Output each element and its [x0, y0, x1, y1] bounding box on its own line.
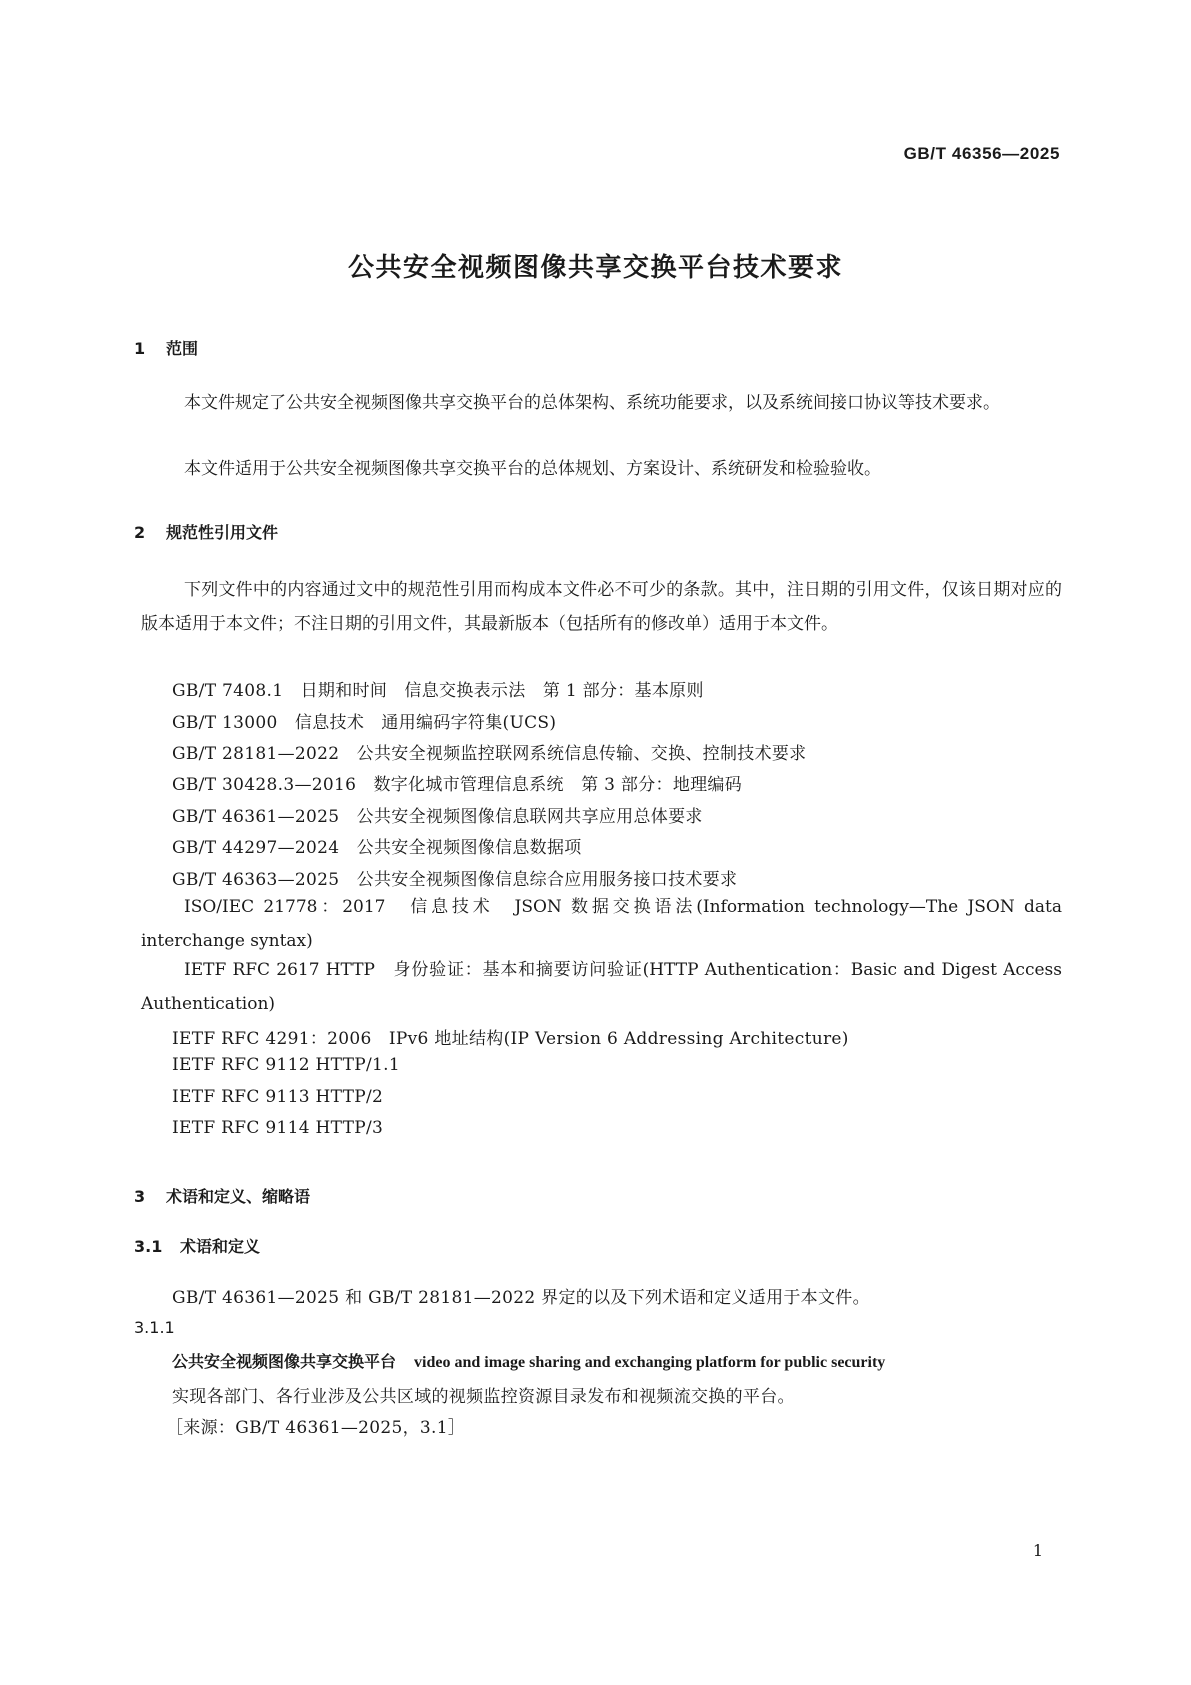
reference-item: IETF RFC 9114 HTTP/3 — [172, 1118, 384, 1138]
reference-item: GB/T 44297—2024 公共安全视频图像信息数据项 — [172, 838, 582, 858]
section-number: 1 — [134, 339, 146, 358]
scope-paragraph-2: 本文件适用于公共安全视频图像共享交换平台的总体规划、方案设计、系统研发和检验验收。 — [184, 459, 881, 479]
reference-item: ISO/IEC 21778：2017 信息技术 JSON 数据交换语法(Information technology—The JSON data interchange syntax) — [141, 897, 1062, 951]
subsection-title: 术语和定义 — [180, 1237, 261, 1256]
section-number: 3 — [134, 1187, 146, 1206]
section-3-heading — [134, 1184, 310, 1207]
subsection-3-1-heading — [134, 1234, 260, 1257]
standard-number: GB/T 46356—2025 — [903, 144, 1060, 163]
reference-item: IETF RFC 9113 HTTP/2 — [172, 1087, 384, 1107]
subsection-number: 3.1 — [134, 1237, 163, 1256]
term-chinese: 公共安全视频图像共享交换平台 — [172, 1352, 397, 1371]
term-number: 3.1.1 — [134, 1318, 175, 1337]
term-heading — [172, 1349, 885, 1372]
section-title: 术语和定义、缩略语 — [166, 1187, 311, 1206]
reference-item: GB/T 46361—2025 公共安全视频图像信息联网共享应用总体要求 — [172, 807, 703, 827]
section-title: 规范性引用文件 — [166, 523, 279, 542]
terms-intro-paragraph: GB/T 46361—2025 和 GB/T 28181—2022 界定的以及下列术语和定义适用于本文件。 — [172, 1288, 870, 1308]
section-1-heading — [134, 336, 198, 359]
page-number: 1 — [1032, 1541, 1043, 1560]
reference-item: IETF RFC 9112 HTTP/1.1 — [172, 1055, 400, 1075]
term-english: video and image sharing and exchanging platform for public security — [414, 1354, 886, 1371]
reference-item: GB/T 30428.3—2016 数字化城市管理信息系统 第 3 部分：地理编码 — [172, 775, 743, 795]
reference-item: IETF RFC 2617 HTTP 身份验证：基本和摘要访问验证(HTTP Authentication：Basic and Digest Access Authentication) — [141, 960, 1062, 1014]
section-title: 范围 — [166, 339, 199, 358]
reference-item: IETF RFC 4291：2006 IPv6 地址结构(IP Version 6 Addressing Architecture) — [172, 1029, 849, 1049]
section-2-heading — [134, 520, 278, 543]
reference-item: GB/T 7408.1 日期和时间 信息交换表示法 第 1 部分：基本原则 — [172, 681, 704, 701]
reference-item: GB/T 46363—2025 公共安全视频图像信息综合应用服务接口技术要求 — [172, 870, 738, 890]
reference-item: GB/T 28181—2022 公共安全视频监控联网系统信息传输、交换、控制技术要求 — [172, 744, 807, 764]
reference-item: GB/T 13000 信息技术 通用编码字符集(UCS) — [172, 713, 557, 733]
term-source: ［来源：GB/T 46361—2025，3.1］ — [166, 1418, 466, 1438]
normative-intro-paragraph: 下列文件中的内容通过文中的规范性引用而构成本文件必不可少的条款。其中，注日期的引用文件，仅该日期对应的版本适用于本文件；不注日期的引用文件，其最新版本（包括所有的修改单）适用于本文件。 — [141, 580, 1062, 634]
term-definition: 实现各部门、各行业涉及公共区域的视频监控资源目录发布和视频流交换的平台。 — [172, 1387, 795, 1407]
scope-paragraph-1: 本文件规定了公共安全视频图像共享交换平台的总体架构、系统功能要求，以及系统间接口协议等技术要求。 — [184, 393, 1000, 413]
document-title: 公共安全视频图像共享交换平台技术要求 — [347, 253, 843, 283]
section-number: 2 — [134, 523, 146, 542]
